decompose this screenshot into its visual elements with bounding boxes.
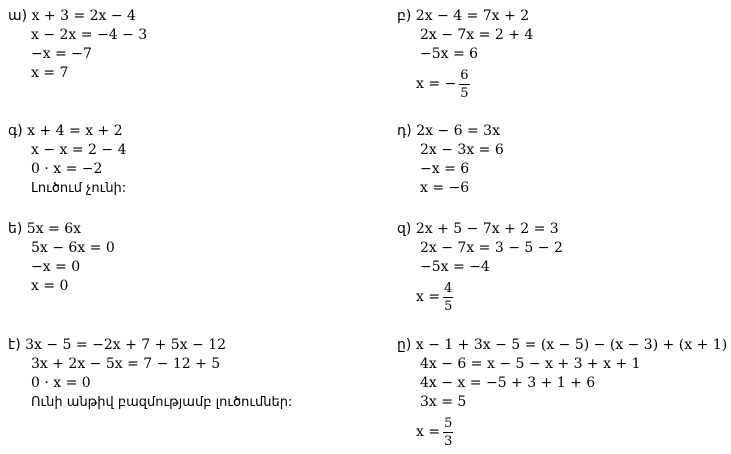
problem-e-step-2: −x = 0 [31, 259, 81, 275]
problem-b-step-2: −5x = 6 [420, 46, 479, 62]
problem-z-eq: 2x + 5 − 7x + 2 = 3 [415, 221, 559, 237]
problem-a-step-2: −x = −7 [31, 46, 92, 62]
problem-a-step-1: x − 2x = −4 − 3 [31, 27, 148, 43]
problem-a-label: ա) [8, 8, 28, 24]
problem-e-eq: 5x = 6x [26, 221, 82, 237]
problem-yt-label: ը) [397, 337, 412, 353]
problem-e-step-3: x = 0 [31, 278, 69, 294]
problem-d-equation [397, 122, 504, 141]
problem-yt-eq: x − 1 + 3x − 5 = (x − 5) − (x − 3) + (x + 1) [415, 337, 728, 353]
problem-b [397, 7, 533, 104]
problem-a-step-3: x = 7 [31, 65, 69, 81]
problem-z [397, 220, 563, 317]
problem-b-denominator: 5 [460, 85, 469, 101]
problem-ee-step-1: 3x + 2x − 5x = 7 − 12 + 5 [31, 356, 221, 372]
problem-d-step-2: −x = 6 [420, 161, 470, 177]
problem-b-eq: 2x − 4 = 7x + 2 [415, 8, 530, 24]
problem-z-fraction [443, 280, 453, 315]
problem-b-fraction [459, 67, 469, 102]
problem-a-eq: x + 3 = 2x − 4 [31, 8, 136, 24]
problem-yt-numerator: 5 [444, 415, 453, 431]
problem-z-label: զ) [397, 221, 412, 237]
problem-b-step-1: 2x − 7x = 2 + 4 [420, 27, 534, 43]
problem-z-step-1: 2x − 7x = 3 − 5 − 2 [420, 240, 563, 256]
problem-d-eq: 2x − 6 = 3x [416, 123, 500, 139]
problem-d-step-3: x = −6 [420, 180, 470, 196]
problem-z-equation [397, 220, 563, 239]
problem-g-equation [8, 122, 127, 141]
problem-yt-fraction [443, 415, 453, 450]
problem-e-step-1: 5x − 6x = 0 [31, 240, 115, 256]
problem-b-equation [397, 7, 533, 26]
problem-ee-label: է) [8, 337, 21, 353]
problem-d-step-1: 2x − 3x = 6 [420, 142, 504, 158]
problem-g-note: Լուծում չունի: [31, 181, 127, 196]
problem-ee-equation [8, 336, 292, 355]
problem-z-numerator: 4 [444, 280, 453, 296]
problem-e [8, 220, 115, 296]
problem-yt-equation [397, 336, 727, 355]
problem-a-equation [8, 7, 147, 26]
problem-d-label: դ) [397, 123, 412, 139]
problem-yt-answer-lhs: x = [416, 424, 441, 440]
problem-yt-step-1: 4x − 6 = x − 5 − x + 3 + x + 1 [420, 356, 641, 372]
problem-z-step-2: −5x = −4 [420, 259, 490, 275]
problem-yt-step-2: 4x − x = −5 + 3 + 1 + 6 [420, 375, 596, 391]
problem-e-label: ե) [8, 221, 23, 237]
problem-yt-answer [397, 412, 727, 452]
problem-g-eq: x + 4 = x + 2 [27, 123, 123, 139]
problem-g-step-1: x − x = 2 − 4 [31, 142, 127, 158]
problem-b-answer-lhs: x = − [416, 76, 457, 92]
problem-ee-step-2: 0 · x = 0 [31, 375, 91, 391]
problem-z-denominator: 5 [444, 298, 453, 314]
problem-g [8, 122, 127, 198]
problem-z-answer-lhs: x = [416, 289, 441, 305]
problem-ee-note: Ունի անթիվ բազմությամբ լուծումներ: [31, 395, 293, 410]
problem-g-step-2: 0 · x = −2 [31, 161, 103, 177]
problem-yt-step-3: 3x = 5 [420, 394, 467, 410]
problem-b-numerator: 6 [460, 67, 469, 83]
problem-g-label: գ) [8, 123, 23, 139]
problem-b-answer [397, 64, 533, 104]
problem-yt-denominator: 3 [444, 433, 453, 449]
problem-ee [8, 336, 292, 412]
problem-ee-eq: 3x − 5 = −2x + 7 + 5x − 12 [25, 337, 227, 353]
problem-b-label: բ) [397, 8, 412, 24]
problem-z-answer [397, 277, 563, 317]
problem-e-equation [8, 220, 115, 239]
problem-d [397, 122, 504, 198]
problem-a [8, 7, 147, 83]
problem-yt [397, 336, 727, 452]
